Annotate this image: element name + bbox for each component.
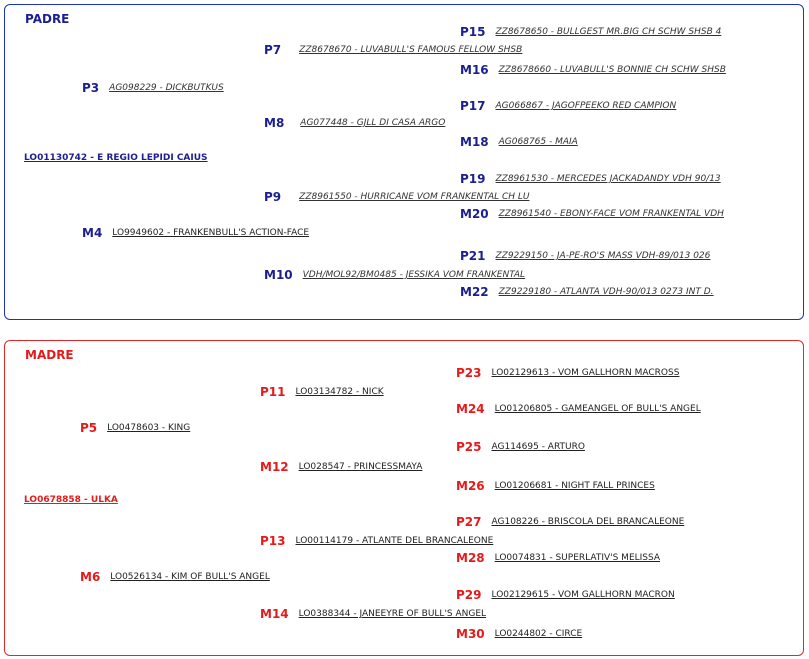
ancestor-link[interactable]: LO00114179 - ATLANTE DEL BRANCALEONE [295,536,494,546]
code-label: P21 [460,249,486,263]
code-label: M20 [460,207,489,221]
madre-panel [4,340,804,656]
padre-panel [4,4,804,320]
madre-root-link[interactable]: LO0678858 - ULKA [24,495,118,505]
madre-entry-p27 [456,515,684,529]
ancestor-link[interactable]: LO028547 - PRINCESSMAYA [298,462,423,472]
ancestor-link[interactable]: ZZ9229180 - ATLANTA VDH-90/013 0273 INT D. [498,287,714,297]
padre-entry-p19 [460,172,721,186]
ancestor-link[interactable]: ZZ8678670 - LUVABULL'S FAMOUS FELLOW SHSB [299,45,523,55]
padre-entry-p3 [82,81,224,95]
padre-entry-m18 [460,135,578,149]
padre-entry-p7 [264,43,522,57]
ancestor-link[interactable]: VDH/MOL92/BM0485 - JESSIKA VOM FRANKENTAL [302,270,526,280]
madre-entry-m12 [260,460,422,474]
code-label: M10 [264,268,293,282]
madre-entry-m6 [80,570,270,584]
code-label: M22 [460,285,489,299]
ancestor-link[interactable]: AG098229 - DICKBUTKUS [109,83,224,93]
madre-entry-p5 [80,421,190,435]
ancestor-link[interactable]: AG077448 - GJLL DI CASA ARGO [300,118,446,128]
ancestor-link[interactable]: AG114695 - ARTURO [491,442,585,452]
madre-entry-m30 [456,627,582,641]
ancestor-link[interactable]: LO0388344 - JANEEYRE OF BULL'S ANGEL [298,609,487,619]
padre-entry-m10 [264,268,525,282]
ancestor-link[interactable]: LO0526134 - KIM OF BULL'S ANGEL [110,572,270,582]
code-label: P29 [456,588,482,602]
ancestor-link[interactable]: AG066867 - JAGOFPEEKO RED CAMPION [495,101,677,111]
ancestor-link[interactable]: LO0074831 - SUPERLATIV'S MELISSA [494,553,661,563]
code-label: M6 [80,570,101,584]
code-label: M4 [82,226,103,240]
ancestor-link[interactable]: ZZ8961540 - EBONY-FACE VOM FRANKENTAL VDH [498,209,724,219]
ancestor-link[interactable]: ZZ8678660 - LUVABULL'S BONNIE CH SCHW SHSB [498,65,726,75]
code-label: M18 [460,135,489,149]
code-label: M26 [456,479,485,493]
ancestor-link[interactable]: ZZ8678650 - BULLGEST MR.BIG CH SCHW SHSB 4 [495,27,722,37]
code-label: P5 [80,421,98,435]
ancestor-link[interactable]: AG068765 - MAIA [498,137,578,147]
ancestor-link[interactable]: ZZ8961530 - MERCEDES JACKADANDY VDH 90/13 [495,174,721,184]
code-label: M14 [260,607,289,621]
padre-entry-m22 [460,285,714,299]
code-label: P9 [264,190,282,204]
padre-entry-m4 [82,226,309,240]
padre-entry-p9 [264,190,530,204]
code-label: P3 [82,81,100,95]
madre-entry-p29 [456,588,675,602]
code-label: P25 [456,440,482,454]
code-label: P27 [456,515,482,529]
madre-entry-m28 [456,551,660,565]
padre-entry-m16 [460,63,726,77]
padre-entry-p17 [460,99,676,113]
ancestor-link[interactable]: LO01206681 - NIGHT FALL PRINCES [494,481,655,491]
ancestor-link[interactable]: LO03134782 - NICK [295,387,384,397]
code-label: P11 [260,385,286,399]
code-label: P13 [260,534,286,548]
madre-title: MADRE [25,348,74,362]
ancestor-link[interactable]: LO9949602 - FRANKENBULL'S ACTION-FACE [112,228,310,238]
ancestor-link[interactable]: ZZ8961550 - HURRICANE VOM FRANKENTAL CH LU [299,192,530,202]
code-label: P23 [456,366,482,380]
padre-title: PADRE [25,12,70,26]
padre-entry-m20 [460,207,724,221]
madre-entry-p25 [456,440,585,454]
code-label: P19 [460,172,486,186]
madre-entry-p13 [260,534,493,548]
code-label: P17 [460,99,486,113]
madre-entry-p11 [260,385,384,399]
madre-entry-p23 [456,366,679,380]
code-label: M24 [456,402,485,416]
code-label: M12 [260,460,289,474]
ancestor-link[interactable]: LO02129613 - VOM GALLHORN MACROSS [491,368,680,378]
padre-root-link[interactable]: LO01130742 - E REGIO LEPIDI CAIUS [24,153,208,163]
code-label: M8 [264,116,285,130]
ancestor-link[interactable]: LO01206805 - GAMEANGEL OF BULL'S ANGEL [494,404,701,414]
ancestor-link[interactable]: LO02129615 - VOM GALLHORN MACRON [491,590,675,600]
ancestor-link[interactable]: LO0478603 - KING [107,423,191,433]
padre-entry-p21 [460,249,710,263]
code-label: P7 [264,43,282,57]
madre-entry-m24 [456,402,701,416]
madre-entry-m14 [260,607,486,621]
code-label: P15 [460,25,486,39]
padre-entry-m8 [264,116,445,130]
code-label: M28 [456,551,485,565]
madre-entry-m26 [456,479,655,493]
padre-entry-p15 [460,25,721,39]
ancestor-link[interactable]: ZZ9229150 - JA-PE-RO'S MASS VDH-89/013 026 [495,251,711,261]
ancestor-link[interactable]: LO0244802 - CIRCE [494,629,583,639]
code-label: M30 [456,627,485,641]
ancestor-link[interactable]: AG108226 - BRISCOLA DEL BRANCALEONE [491,517,685,527]
code-label: M16 [460,63,489,77]
